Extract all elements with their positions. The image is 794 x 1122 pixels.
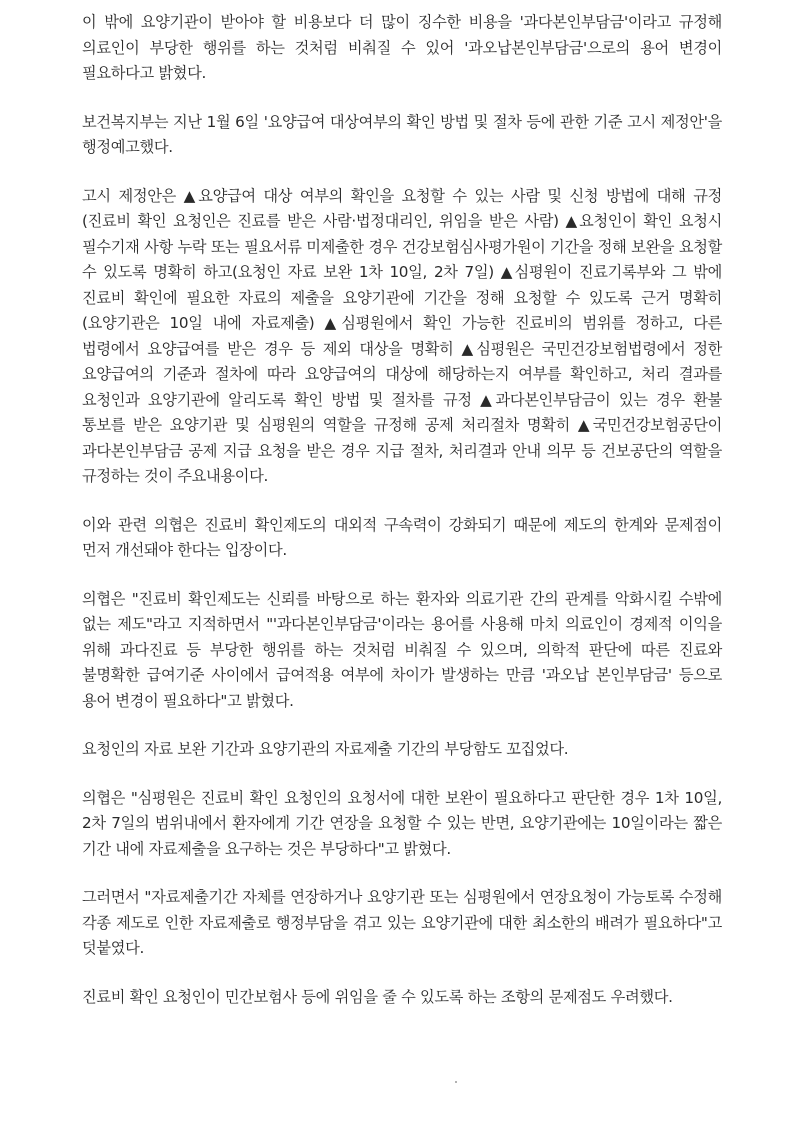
paragraph-kma-quote-terminology: 의협은 "진료비 확인제도는 신뢰를 바탕으로 하는 환자와 의료기관 간의 관계를 악화시킬 수밖에 없는 제도"라고 지적하면서 "'과다본인부담금'이라는 용어를 사용해 마치 의료인이 경제적 이익을 위해 과다진료 등 부당한 행위를 하는 것처럼 비춰질 수 있으며, 의학적 판단에 따른 진료와 불명확한 급여기준 사이에서 급여적용 여부에 차이가 발생하는 만큼 '과오납 본인부담금' 등으로 용어 변경이 필요하다"고 밝혔다. [82,589,722,710]
scan-speck [455,1081,457,1083]
paragraph-fee-terminology: 이 밖에 요양기관이 받아야 할 비용보다 더 많이 징수한 비용을 '과다본인부담금'이라고 규정해 의료인이 부당한 행위를 하는 것처럼 비춰질 수 있어 '과오납본인부담금'으로의 용어 변경이 필요하다고 밝혔다. [82,13,722,82]
paragraph-insurer-delegation: 진료비 확인 요청인이 민간보험사 등에 위임을 줄 수 있도록 하는 조항의 문제점도 우려했다. [82,987,673,1006]
paragraph-kma-quote-deadline: 의협은 "심평원은 진료비 확인 요청인의 요청서에 대한 보완이 필요하다고 판단한 경우 1차 10일, 2차 7일의 범위내에서 환자에게 기간 연장을 요청할 수 있는 반면, 요양기관에는 10일이라는 짧은 기간 내에 자료제출을 요구하는 것은 부당하다"고 밝혔다. [82,788,722,858]
paragraph-kma-position: 이와 관련 의협은 진료비 확인제도의 대외적 구속력이 강화되기 때문에 제도의 한계와 문제점이 먼저 개선돼야 한다는 입장이다. [82,515,722,559]
paragraph-deadline-criticism: 요청인의 자료 보완 기간과 요양기관의 자료제출 기간의 부당함도 꼬집었다. [82,740,569,758]
article-body [82,10,722,1033]
paragraph-draft-contents: 고시 제정안은 ▲요양급여 대상 여부의 확인을 요청할 수 있는 사람 및 신청 방법에 대해 규정(진료비 확인 요청인은 진료를 받은 사람·법정대리인, 위임을 받은 사람) ▲요청인이 확인 요청시 필수기재 사항 누락 또는 필요서류 미제출한 경우 건강보험심사평가원이 기간을 정해 보완을 요청할 수 있도록 명확히 하고(요청인 자료 보완 1차 10일, 2차 7일) ▲심평원이 진료기록부와 그 밖에 진료비 확인에 필요한 자료의 제출을 요양기관에 기간을 정해 요청할 수 있도록 근거 명확히(요양기관은 10일 내에 자료제출) ▲심평원에서 확인 가능한 진료비의 범위를 정하고, 다른 법령에서 요양급여를 받은 경우 등 제외 대상을 명확히 ▲심평원은 국민건강보험법령에서 정한 요양급여의 기준과 절차에 따라 요양급여의 대상에 해당하는지 여부를 확인하고, 처리 결과를 요청인과 요양기관에 알리도록 확인 방법 및 절차를 규정 ▲과다본인부담금이 있는 경우 환불 통보를 받은 요양기관 및 심평원의 역할을 규정해 공제 처리절차 명확히 ▲국민건강보험공단이 과다본인부담금 공제 지급 요청을 받은 경우 지급 절차, 처리결과 안내 의무 등 건보공단의 역할을 규정하는 것이 주요내용이다. [82,186,722,485]
paragraph-kma-quote-extension: 그러면서 "자료제출기간 자체를 연장하거나 요양기관 또는 심평원에서 연장요청이 가능토록 수정해 각종 제도로 인한 자료제출로 행정부담을 겪고 있는 요양기관에 대한 최소한의 배려가 필요하다"고 덧붙였다. [82,888,722,957]
paragraph-ministry-notice: 보건복지부는 지난 1월 6일 '요양급여 대상여부의 확인 방법 및 절차 등에 관한 기준 고시 제정안'을 행정예고했다. [82,112,722,156]
